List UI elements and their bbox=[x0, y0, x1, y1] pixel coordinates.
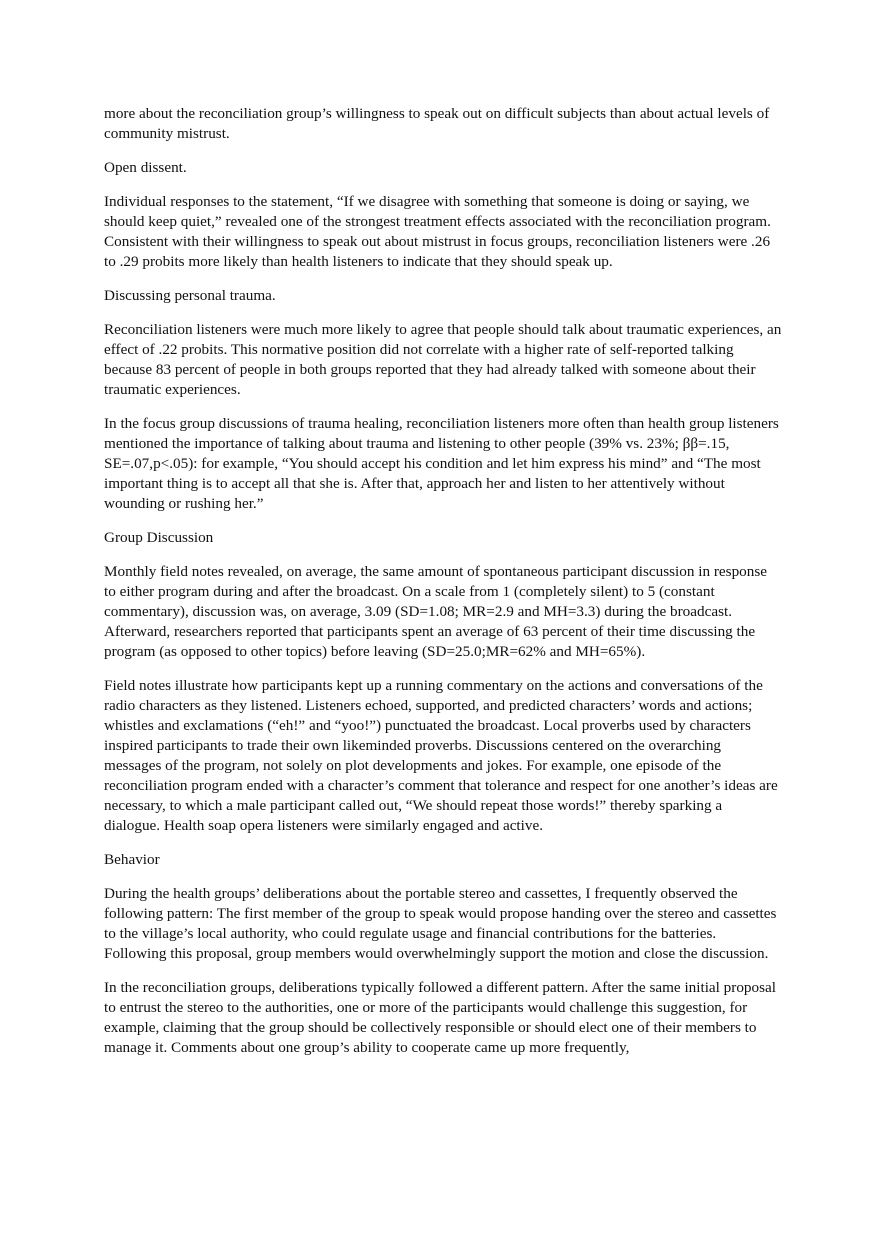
paragraph-open-dissent: Individual responses to the statement, “If we disagree with something that someone is doing or saying, we should keep quiet,” revealed one of the strongest treatment effects associated with the reconciliation program. Consistent with their willingness to speak out about mistrust in focus groups, reconciliation listeners were .26 to .29 probits more likely than health listeners to indicate that they should speak up. bbox=[104, 193, 771, 270]
heading-group-discussion: Group Discussion bbox=[104, 529, 214, 546]
paragraph-group-discussion-2: Field notes illustrate how participants kept up a running commentary on the actions and conversations of the radio characters as they listened. Listeners echoed, supported, and predicted characters’ words and actions; whistles and exclamations (“eh!” and “yoo!”) punctuated the broadcast. Local proverbs used by characters inspired participants to trade their own likeminded proverbs. Discussions centered on the overarching messages of the program, not solely on plot developments and jokes. For example, one episode of the reconciliation program ended with a character’s comment that tolerance and respect for one another’s ideas are necessary, to which a male participant called out, “We should repeat those words!” thereby sparking a dialogue. Health soap opera listeners were similarly engaged and active. bbox=[104, 677, 778, 834]
document-page bbox=[104, 104, 782, 1072]
paragraph-trauma-2: In the focus group discussions of trauma healing, reconciliation listeners more often than health group listeners mentioned the importance of talking about trauma and listening to other people (39% vs. 23%; ββ=.15, SE=.07,p<.05): for example, “You should accept his condition and let him express his mind” and “The most important thing is to accept all that she is. After that, approach her and listen to her attentively without wounding or rushing her.” bbox=[104, 415, 779, 512]
paragraph-group-discussion-1: Monthly field notes revealed, on average, the same amount of spontaneous participant discussion in response to either program during and after the broadcast. On a scale from 1 (completely silent) to 5 (constant commentary), discussion was, on average, 3.09 (SD=1.08; MR=2.9 and MH=3.3) during the broadcast. Afterward, researchers reported that participants spent an average of 63 percent of their time discussing the program (as opposed to other topics) before leaving (SD=25.0;MR=62% and MH=65%). bbox=[104, 563, 768, 660]
heading-discussing-trauma: Discussing personal trauma. bbox=[104, 287, 276, 304]
heading-behavior: Behavior bbox=[104, 851, 160, 868]
heading-open-dissent: Open dissent. bbox=[104, 159, 187, 176]
paragraph-behavior-1: During the health groups’ deliberations about the portable stereo and cassettes, I frequently observed the following pattern: The first member of the group to speak would propose handing over the stereo and cassettes to the village’s local authority, who could regulate usage and financial contributions for the batteries. Following this proposal, group members would overwhelmingly support the motion and close the discussion. bbox=[104, 885, 777, 962]
paragraph-trauma-1: Reconciliation listeners were much more likely to agree that people should talk about traumatic experiences, an effect of .22 probits. This normative position did not correlate with a higher rate of self-reported talking because 83 percent of people in both groups reported that they had already talked with someone about their traumatic experiences. bbox=[104, 321, 782, 398]
paragraph-continuation: more about the reconciliation group’s willingness to speak out on difficult subjects than about actual levels of community mistrust. bbox=[104, 105, 770, 142]
paragraph-behavior-2: In the reconciliation groups, deliberations typically followed a different pattern. After the same initial proposal to entrust the stereo to the authorities, one or more of the participants would challenge this suggestion, for example, claiming that the group should be collectively responsible or should elect one of their members to manage it. Comments about one group’s ability to cooperate came up more frequently, bbox=[104, 979, 776, 1056]
